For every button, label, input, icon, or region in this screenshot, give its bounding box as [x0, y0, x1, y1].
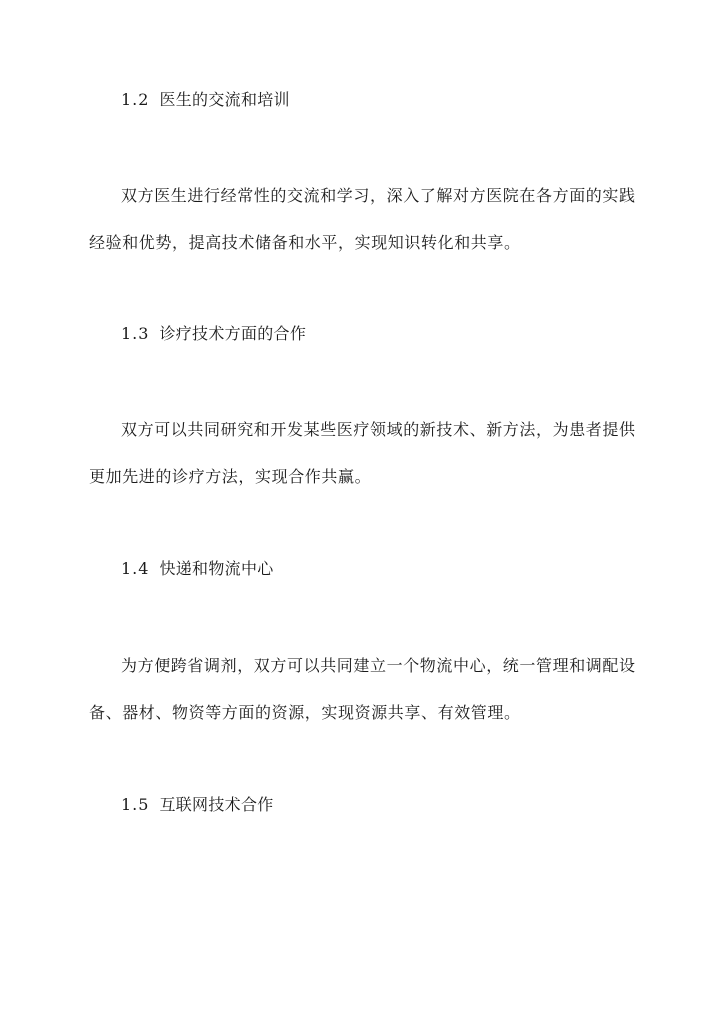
section-number: 1.2 [121, 90, 150, 109]
section-number: 1.4 [121, 559, 150, 578]
section-paragraph-1-4: 为方便跨省调剂，双方可以共同建立一个物流中心，统一管理和调配设备、器材、物资等方面的资源，实现资源共享、有效管理。 [89, 656, 636, 722]
section-heading-1-5 [121, 795, 274, 815]
section-paragraph-1-3: 双方可以共同研究和开发某些医疗领域的新技术、新方法，为患者提供更加先进的诊疗方法，实现合作共赢。 [89, 420, 636, 486]
section-title: 快递和物流中心 [159, 559, 274, 578]
section-title: 医生的交流和培训 [159, 90, 290, 109]
section-heading-1-4 [121, 559, 274, 579]
section-title: 互联网技术合作 [159, 795, 274, 814]
section-number: 1.3 [121, 324, 150, 343]
section-number: 1.5 [121, 795, 150, 814]
section-title: 诊疗技术方面的合作 [159, 324, 307, 343]
section-heading-1-3 [121, 324, 306, 344]
section-paragraph-1-2: 双方医生进行经常性的交流和学习，深入了解对方医院在各方面的实践经验和优势，提高技术储备和水平，实现知识转化和共享。 [89, 186, 636, 252]
section-heading-1-2 [121, 90, 290, 110]
